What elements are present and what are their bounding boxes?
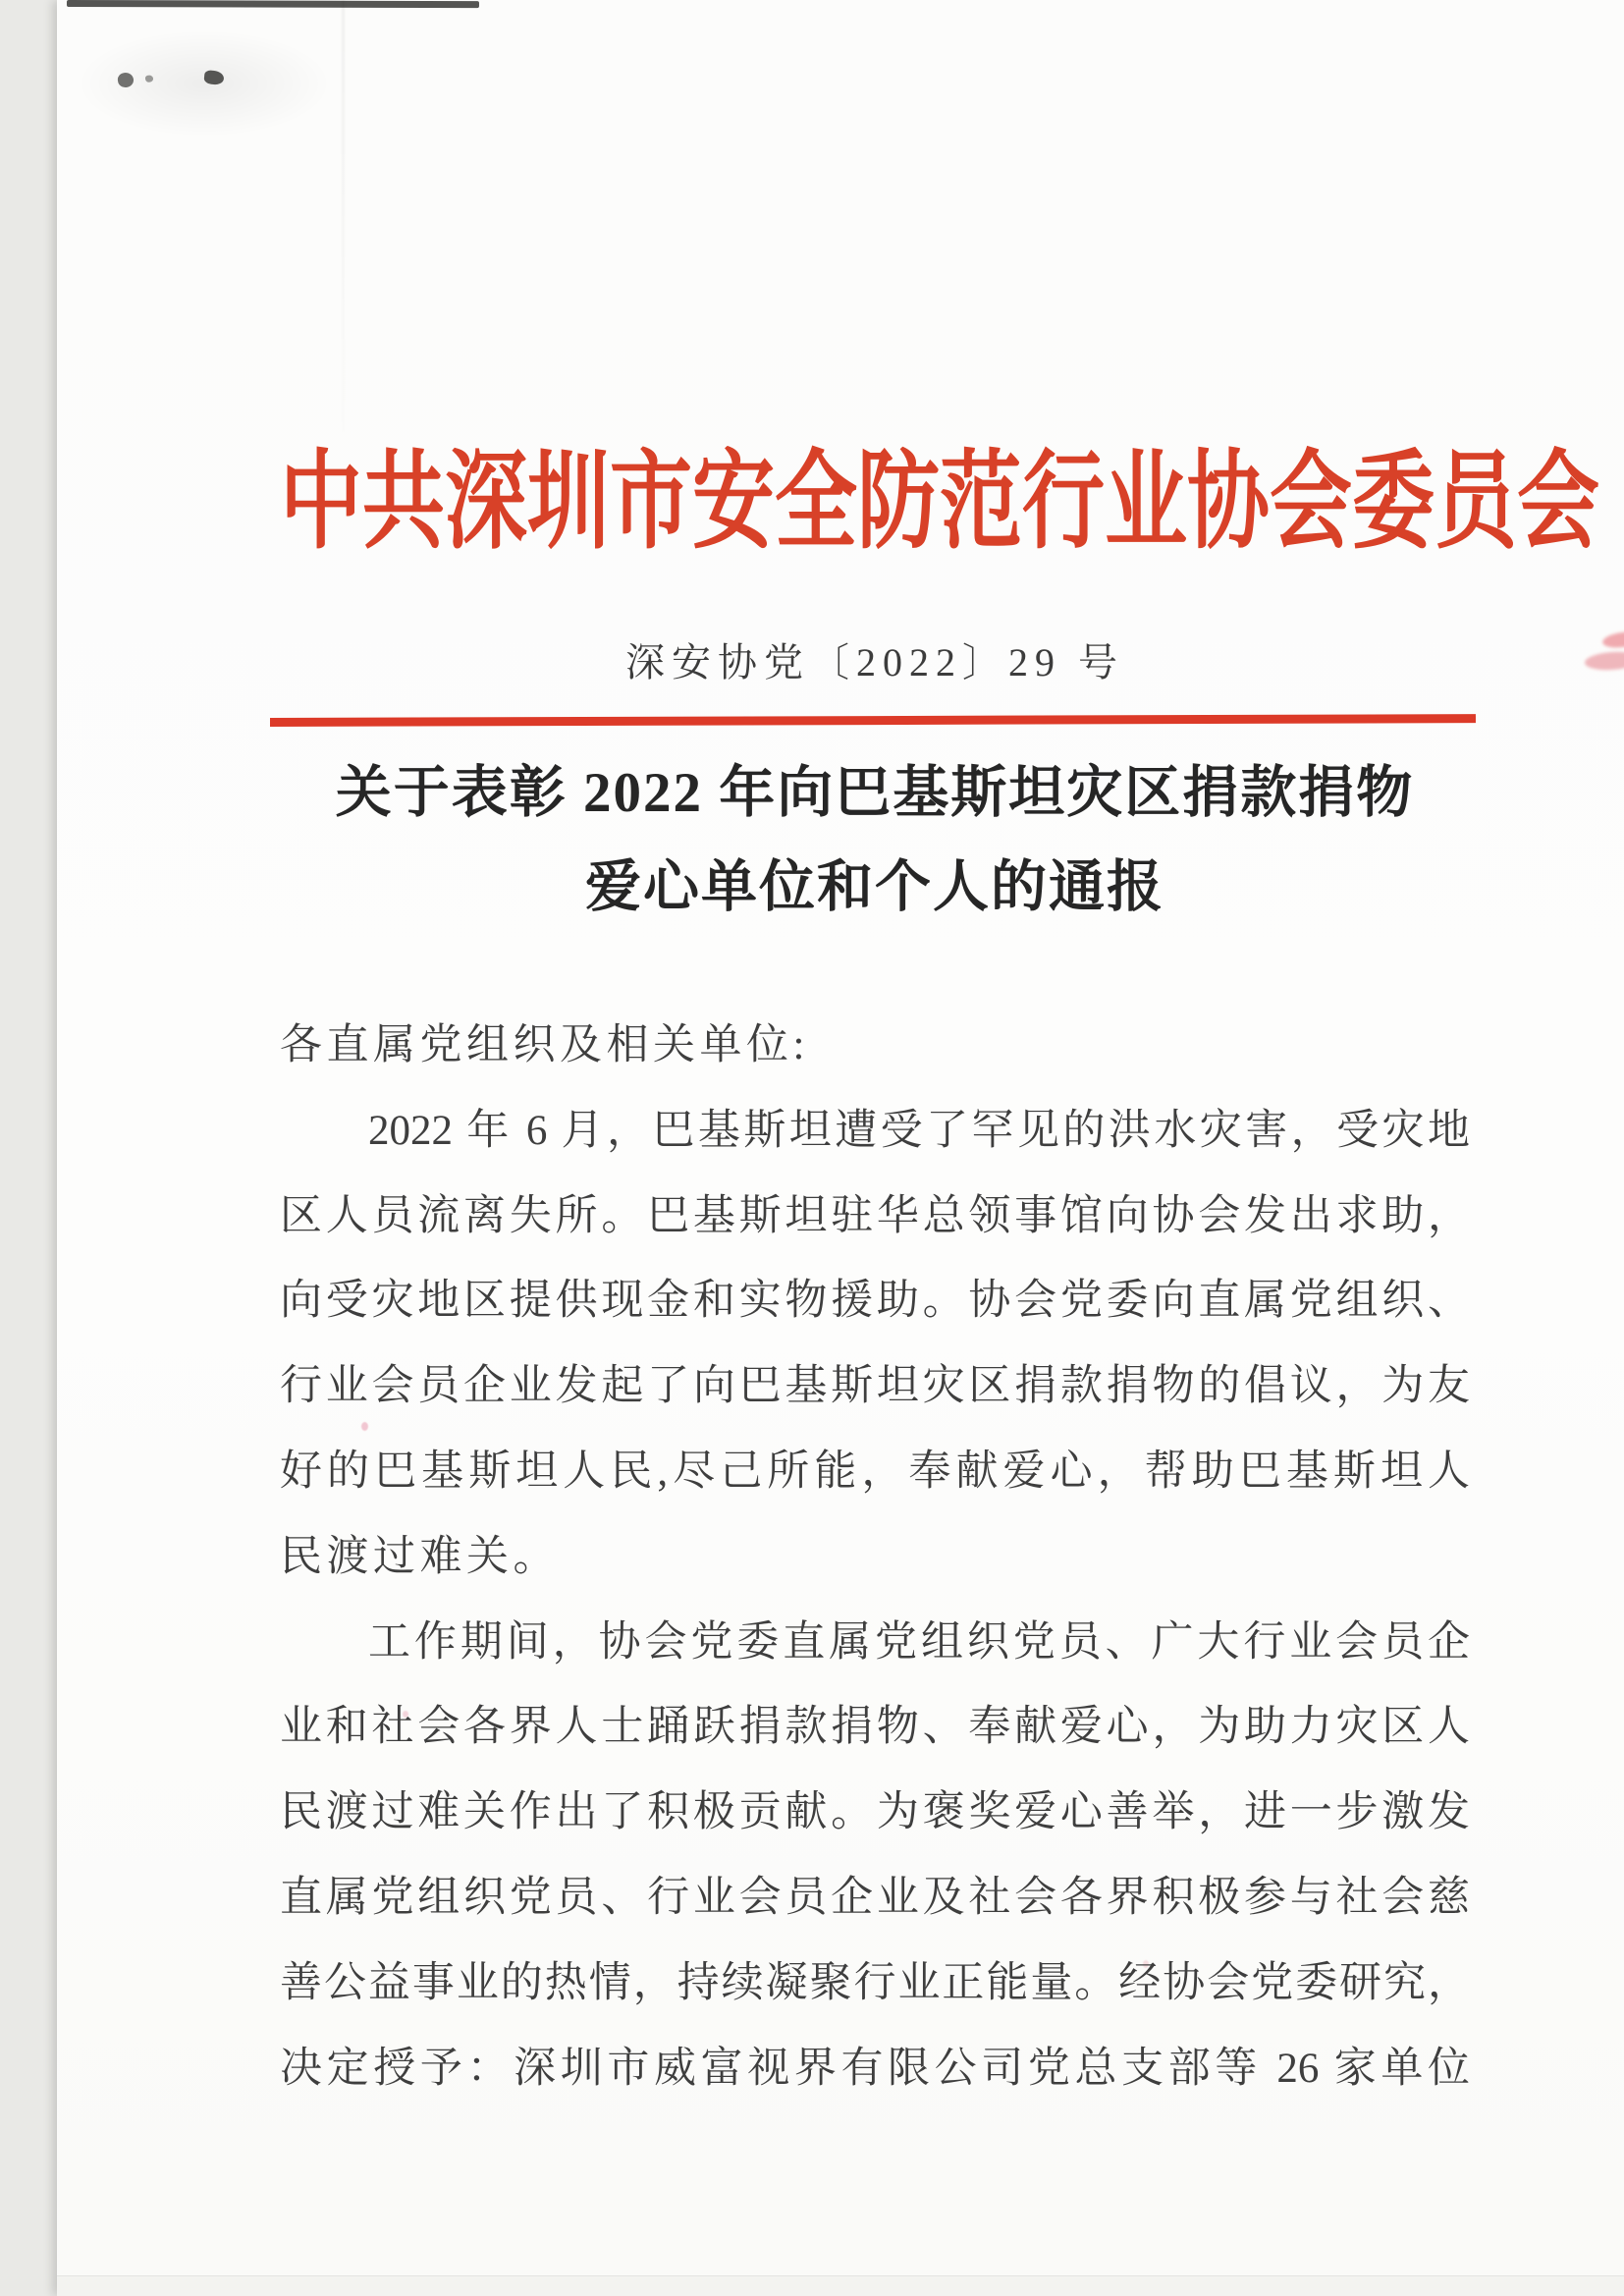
red-ink-smudge-bottom [1584,650,1624,672]
body-line: 工作期间，协会党委直属党组织党员、广大行业会员企 [368,1618,1470,1666]
body-line: 善公益事业的热情，持续凝聚行业正能量。经协会党委研究， [280,1959,1470,2006]
document-title-line1: 关于表彰 2022 年向巴基斯坦灾区捐款捐物 [335,762,1415,824]
body-line: 2022 年 6 月，巴基斯坦遭受了罕见的洪水灾害，受灾地 [368,1107,1470,1154]
body-line: 好的巴基斯坦人民,尽己所能，奉献爱心，帮助巴基斯坦人 [280,1448,1470,1495]
body-line: 区人员流离失所。巴基斯坦驻华总领事馆向协会发出求助， [280,1192,1470,1239]
body-line: 民渡过难关作出了积极贡献。为褒奖爱心善举，进一步激发 [280,1789,1470,1836]
document-title-line2: 爱心单位和个人的通报 [585,856,1164,918]
page-bottom-edge-strip [57,2275,1624,2296]
body-line: 民渡过难关。 [280,1533,560,1580]
body-line: 直属党组织党员、行业会员企业及社会各界积极参与社会慈 [280,1874,1470,1921]
document-title [280,746,1470,935]
paper-page [57,0,1624,2296]
body-line: 决定授予：深圳市威富视界有限公司党总支部等 26 家单位 [280,2045,1470,2092]
red-separator-rule [270,714,1476,727]
org-letterhead-title: 中共深圳市安全防范行业协会委员会 [280,444,1600,563]
paper-vertical-crease [342,0,345,432]
red-ink-smudge-top [1601,630,1624,649]
document-number: 深安协党〔2022〕29 号 [625,640,1124,684]
body-line: 业和社会各界人士踊跃捐款捐物、奉献爱心，为助力灾区人 [280,1704,1470,1751]
page-top-edge-shadow [67,0,479,8]
paper-crease-shadow [77,29,332,137]
salutation-line: 各直属党组织及相关单位: [280,1022,809,1068]
body-line: 向受灾地区提供现金和实物援助。协会党委向直属党组织、 [280,1278,1470,1325]
document-body [280,1004,1470,2111]
body-line: 行业会员企业发起了向巴基斯坦灾区捐款捐物的倡议，为友 [280,1363,1470,1410]
